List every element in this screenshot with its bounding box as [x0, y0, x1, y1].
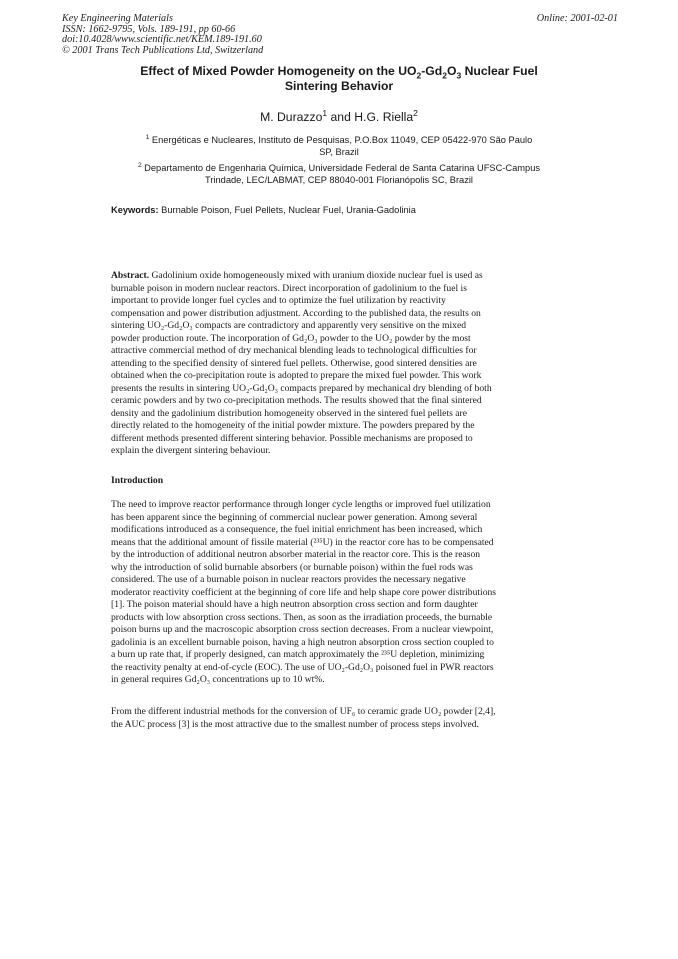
- abstract-line: Gadolinium oxide homogeneously mixed with uranium dioxide nuclear fuel is used as: [149, 270, 483, 281]
- author-conjunction: and: [327, 110, 355, 124]
- abstract-line: attractive commercial method of dry mechanical blending leads to technological difficulties for: [111, 345, 477, 356]
- paragraph-line: a burn up rate that, if properly designed, can match approximately the ²³⁵U depletion, minimizing: [111, 649, 485, 660]
- online-date: Online: 2001-02-01: [536, 13, 618, 24]
- author-list: [100, 107, 578, 124]
- paragraph-line: by the introduction of additional neutron absorber material in the reactor core. This is the reason: [111, 549, 481, 560]
- abstract-line: different methods presented different sintering behavior. Possible mechanisms are proposed to: [111, 432, 473, 444]
- title-sub: 2: [442, 70, 447, 81]
- paragraph-line: means that the additional amount of fissile material (²³⁵U) in the reactor core has to be compensated: [111, 536, 494, 548]
- journal-copyright: © 2001 Trans Tech Publications Ltd, Switzerland: [62, 44, 264, 56]
- abstract-line: ceramic powders and by two co-precipitation methods. The results showed that the final sintered: [111, 395, 482, 406]
- paragraph-line: The need to improve reactor performance through longer cycle lengths or improved fuel utilization: [111, 499, 491, 510]
- paper-title: [95, 64, 583, 94]
- introduction-paragraph-2: [111, 706, 570, 731]
- author-name: H.G. Riella: [354, 110, 414, 124]
- paragraph-line: the reactivity penalty at end-of-cycle (EOC). The use of UO₂-Gd₂O₃ poisoned fuel in PWR reactors: [111, 661, 494, 673]
- author-name: M. Durazzo: [260, 110, 323, 124]
- abstract-line: sintering UO₂-Gd₂O₃ compacts are contradictory and apparently very sensitive on the mixed: [111, 320, 467, 331]
- introduction-paragraph-1: [111, 499, 570, 687]
- paragraph-line: moderator reactivity coefficient at the beginning of core life and help shape core power distributions: [111, 586, 497, 598]
- paragraph-line: products with low absorption cross sections. Then, as soon as the irradiation proceeds, the burnable: [111, 611, 493, 623]
- paragraph-line: in general requires Gd₂O₃ concentrations up to 10 wt%.: [111, 674, 325, 685]
- abstract-line: directly related to the homogeneity of the initial powder mixture. The powders prepared by the: [111, 420, 475, 431]
- abstract-line: important to provide longer fuel cycles and to optimize the fuel utilization by reactivity: [111, 295, 446, 306]
- paragraph-line: the AUC process [3] is the most attractive due to the smallest number of process steps involved.: [111, 718, 479, 730]
- author-affil-mark: 2: [413, 107, 418, 118]
- affil-text: Trindade, LEC/LABMAT, CEP 88040-001 Florianópolis SC, Brazil: [204, 175, 473, 186]
- affil-text: Departamento de Engenharia Química, Universidade Federal de Santa Catarina UFSC-Campus: [141, 163, 541, 173]
- title-sub: 3: [456, 70, 462, 81]
- affil-text: SP, Brazil: [319, 147, 359, 158]
- keywords-label: Keywords:: [111, 205, 159, 215]
- journal-name: Key Engineering Materials: [62, 13, 173, 24]
- title-sub: 2: [416, 70, 422, 81]
- paragraph-line: why the introduction of solid burnable absorbers (or burnable poison) within the fuel rods was: [111, 561, 473, 573]
- title-line-2: Sintering Behavior: [284, 79, 394, 93]
- paragraph-line: From the different industrial methods for the conversion of UF₆ to ceramic grade UO₂ powder [2,4],: [111, 706, 496, 717]
- title-part: O: [446, 64, 457, 78]
- abstract-line: obtained when the co-precipitation route is adopted to prepare the mixed fuel powder. This work: [111, 370, 482, 381]
- affil-mark: 1: [145, 133, 150, 141]
- paragraph-line: [1]. The poison material should have a high neutron absorption cross section and form daughter: [111, 599, 478, 610]
- journal-header: [62, 14, 618, 56]
- paragraph-line: poison burns up and the macroscopic absorption cross section decreases. From a nuclear viewpoint,: [111, 624, 494, 635]
- paragraph-line: modifications introduced as a consequence, the fuel initial enrichment has been increased, which: [111, 524, 483, 535]
- keywords: [111, 205, 578, 215]
- paragraph-line: gadolinia is an excellent burnable poison, having a high neutron absorption cross section coupled to: [111, 636, 494, 648]
- keywords-text: Burnable Poison, Fuel Pellets, Nuclear Fuel, Urania-Gadolinia: [158, 205, 416, 215]
- paragraph-line: has been apparent since the beginning of commercial nuclear power generation. Among several: [111, 511, 478, 523]
- paragraph-line: considered. The use of a burnable poison in nuclear reactors provides the necessary negative: [111, 574, 466, 585]
- affiliation-1: [108, 134, 570, 159]
- title-part: Effect of Mixed Powder Homogeneity on the UO: [140, 64, 417, 78]
- abstract-line: explain the divergent sintering behaviour.: [111, 445, 271, 456]
- affil-text: Energéticas e Nucleares, Instituto de Pesquisas, P.O.Box 11049, CEP 05422-970 São Paulo: [149, 135, 533, 145]
- abstract-line: attending to the specified density of sintered fuel pellets. Otherwise, good sintered densities are: [111, 357, 477, 369]
- abstract-line: density and the gadolinium distribution homogeneity observed in the sintered fuel pellets are: [111, 407, 467, 419]
- abstract-label: Abstract.: [111, 270, 150, 281]
- abstract: [111, 270, 570, 458]
- journal-doi[interactable]: doi:10.4028/www.scientific.net/KEM.189-191.60: [62, 34, 262, 46]
- affiliation-2: [108, 162, 570, 187]
- affil-mark: 2: [137, 161, 142, 169]
- abstract-line: compensation and power distribution adjustment. According to the published data, the results on: [111, 307, 481, 319]
- journal-issn: ISSN: 1662-9795, Vols. 189-191, pp 60-66: [62, 23, 236, 35]
- title-part: -Gd: [421, 64, 443, 78]
- abstract-line: powder production route. The incorporation of Gd₂O₃ powder to the UO₂ powder by the most: [111, 332, 471, 344]
- author-affil-mark: 1: [322, 107, 328, 118]
- abstract-line: presents the results in sintering UO₂-Gd₂O₃ compacts prepared by mechanical dry blending of both: [111, 382, 492, 394]
- section-heading-introduction: Introduction: [111, 475, 164, 486]
- abstract-line: burnable poison in modern nuclear reactors. Direct incorporation of gadolinium to the fuel is: [111, 282, 467, 294]
- title-part: Nuclear Fuel: [461, 64, 538, 78]
